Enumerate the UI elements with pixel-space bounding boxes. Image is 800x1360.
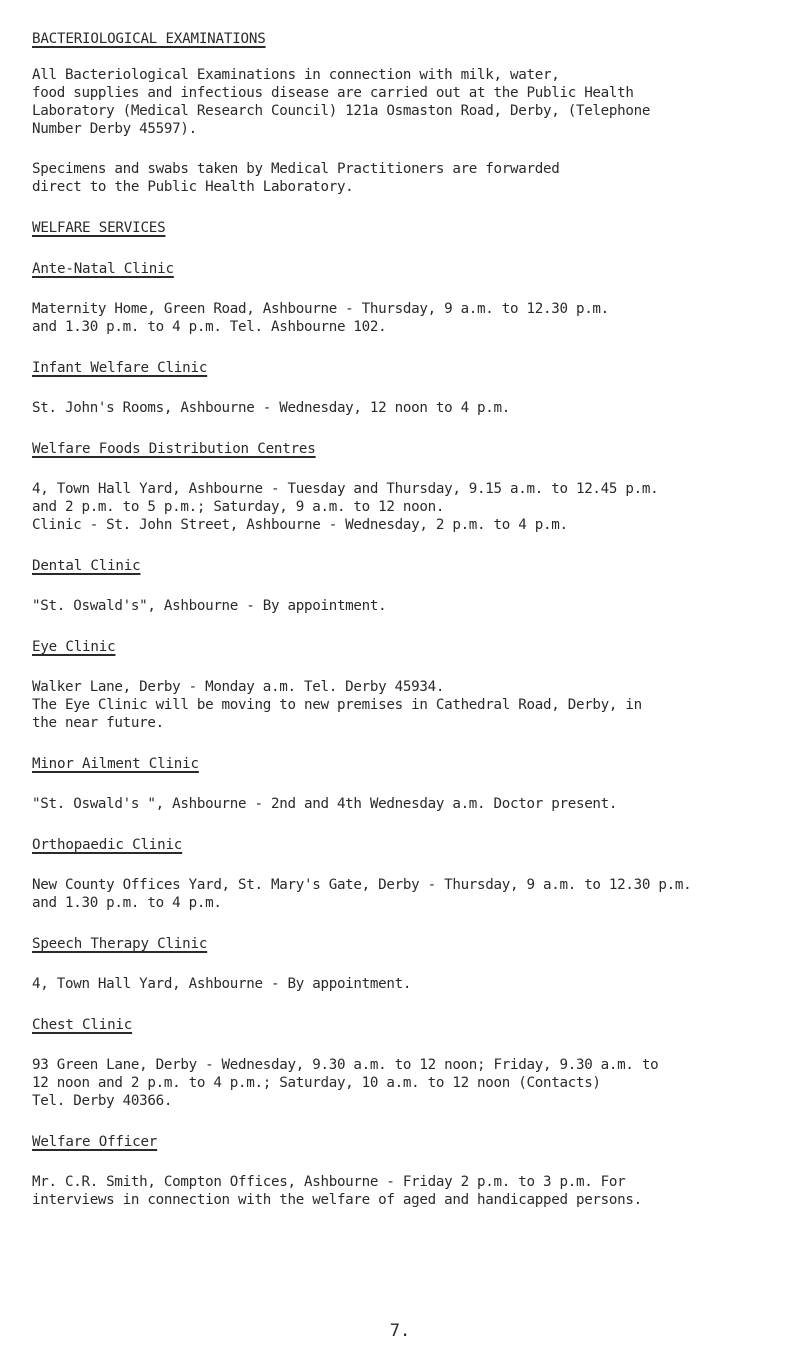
section-chest xyxy=(32,1016,782,1110)
section-orthopaedic xyxy=(32,836,782,912)
section-eye xyxy=(32,638,782,732)
section-heading-bacteriological: BACTERIOLOGICAL EXAMINATIONS xyxy=(32,31,266,47)
section-welfare-services xyxy=(32,219,782,237)
text-eye: Walker Lane, Derby - Monday a.m. Tel. Derby 45934. The Eye Clinic will be moving to new premises in Cathedral Road, Derby, in the near future. xyxy=(32,679,642,731)
subheading-infant-welfare: Infant Welfare Clinic xyxy=(32,360,208,376)
subheading-minor-ailment: Minor Ailment Clinic xyxy=(32,756,199,772)
section-ante-natal xyxy=(32,260,782,336)
document-page xyxy=(32,30,782,1209)
subheading-chest: Chest Clinic xyxy=(32,1017,133,1033)
text-orthopaedic: New County Offices Yard, St. Mary's Gate, Derby - Thursday, 9 a.m. to 12.30 p.m. and 1.30 p.m. to 4 p.m. xyxy=(32,877,692,911)
text-ante-natal: Maternity Home, Green Road, Ashbourne - Thursday, 9 a.m. to 12.30 p.m. and 1.30 p.m. to 4 p.m. Tel. Ashbourne 102. xyxy=(32,301,609,335)
text-welfare-foods: 4, Town Hall Yard, Ashbourne - Tuesday and Thursday, 9.15 a.m. to 12.45 p.m. and 2 p.m. to 5 p.m.; Saturday, 9 a.m. to 12 noon. Clinic - St. John Street, Ashbourne - Wednesday, 2 p.m. to 4 p.m. xyxy=(32,481,659,533)
text-dental: "St. Oswald's", Ashbourne - By appointment. xyxy=(32,598,387,614)
subheading-welfare-officer: Welfare Officer xyxy=(32,1134,158,1150)
section-heading-welfare-services: WELFARE SERVICES xyxy=(32,220,166,236)
text-infant-welfare: St. John's Rooms, Ashbourne - Wednesday, 12 noon to 4 p.m. xyxy=(32,400,511,416)
subheading-ante-natal: Ante-Natal Clinic xyxy=(32,261,174,277)
subheading-eye: Eye Clinic xyxy=(32,639,116,655)
section-minor-ailment xyxy=(32,755,782,813)
subheading-speech-therapy: Speech Therapy Clinic xyxy=(32,936,208,952)
section-infant-welfare xyxy=(32,359,782,417)
intro-paragraph-2: Specimens and swabs taken by Medical Practitioners are forwarded direct to the Public Health Laboratory. xyxy=(32,161,560,195)
page-number: 7. xyxy=(389,1321,411,1341)
text-chest: 93 Green Lane, Derby - Wednesday, 9.30 a.m. to 12 noon; Friday, 9.30 a.m. to 12 noon and 2 p.m. to 4 p.m.; Saturday, 10 a.m. to 12 noon (Contacts) Tel. Derby 40366. xyxy=(32,1057,659,1109)
section-bacteriological xyxy=(32,30,782,196)
subheading-orthopaedic: Orthopaedic Clinic xyxy=(32,837,183,853)
section-speech-therapy xyxy=(32,935,782,993)
section-welfare-officer xyxy=(32,1133,782,1209)
section-dental xyxy=(32,557,782,615)
subheading-dental: Dental Clinic xyxy=(32,558,141,574)
text-minor-ailment: "St. Oswald's ", Ashbourne - 2nd and 4th Wednesday a.m. Doctor present. xyxy=(32,796,618,812)
text-welfare-officer: Mr. C.R. Smith, Compton Offices, Ashbourne - Friday 2 p.m. to 3 p.m. For interviews in connection with the welfare of aged and handicapped persons. xyxy=(32,1174,642,1208)
section-welfare-foods xyxy=(32,440,782,534)
subheading-welfare-foods: Welfare Foods Distribution Centres xyxy=(32,441,316,457)
intro-paragraph-1: All Bacteriological Examinations in connection with milk, water, food supplies and infectious disease are carried out at the Public Health Laboratory (Medical Research Council) 121a Osmaston Road, Derby, (Telephone Number Derby 45597). xyxy=(32,67,651,137)
text-speech-therapy: 4, Town Hall Yard, Ashbourne - By appointment. xyxy=(32,976,412,992)
